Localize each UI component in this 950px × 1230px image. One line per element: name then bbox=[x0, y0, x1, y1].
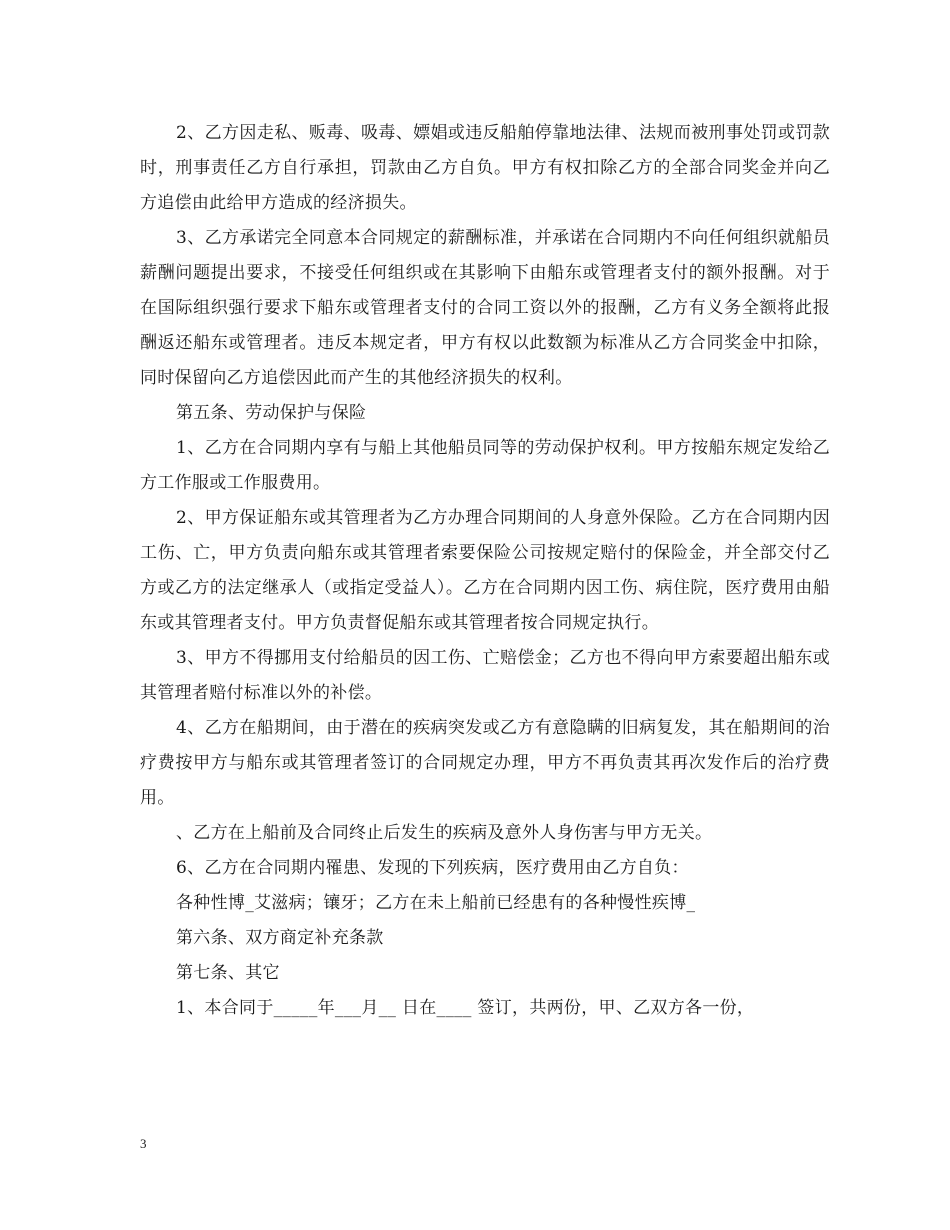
paragraph-clause-5-1: 1、乙方在合同期内享有与船上其他船员同等的劳动保护权利。甲方按船东规定发给乙方工作服或工作服费用。 bbox=[140, 438, 830, 493]
paragraph-clause-4-3: 3、乙方承诺完全同意本合同规定的薪酬标准，并承诺在合同期内不向任何组织就船员薪酬问题提出要求，不接受任何组织或在其影响下由船东或管理者支付的额外报酬。对于在国际组织强行要求下船东或管理者支付的合同工资以外的报酬，乙方有义务全额将此报酬返还船东或管理者。违反本规定者，甲方有权以此数额为标准从乙方合同奖金中扣除，同时保留向乙方追偿因此而产生的其他经济损失的权利。 bbox=[140, 228, 830, 388]
paragraph-clause-5-2: 2、甲方保证船东或其管理者为乙方办理合同期间的人身意外保险。乙方在合同期内因工伤、亡，甲方负责向船东或其管理者索要保险公司按规定赔付的保险金，并全部交付乙方或乙方的法定继承人（或指定受益人）。乙方在合同期内因工伤、病住院，医疗费用由船东或其管理者支付。甲方负责督促船东或其管理者按合同规定执行。 bbox=[140, 508, 830, 633]
paragraph-clause-5-3: 3、甲方不得挪用支付给船员的因工伤、亡赔偿金；乙方也不得向甲方索要超出船东或其管理者赔付标准以外的补偿。 bbox=[140, 648, 830, 703]
paragraph-clause-5-5: 、乙方在上船前及合同终止后发生的疾病及意外人身伤害与甲方无关。 bbox=[176, 823, 713, 843]
page-number: 3 bbox=[140, 1136, 147, 1151]
paragraph-clause-5-4: 4、乙方在船期间，由于潜在的疾病突发或乙方有意隐瞒的旧病复发，其在船期间的治疗费按甲方与船东或其管理者签订的合同规定办理，甲方不再负责其再次发作后的治疗费用。 bbox=[140, 718, 830, 808]
paragraph-clause-7-1: 1、本合同于_____年___月__ 日在____ 签订，共两份，甲、乙双方各一份， bbox=[176, 998, 755, 1018]
paragraph-clause-4-2: 2、乙方因走私、贩毒、吸毒、嫖娼或违反船舶停靠地法律、法规而被刑事处罚或罚款时，刑事责任乙方自行承担，罚款由乙方自负。甲方有权扣除乙方的全部合同奖金并向乙方追偿由此给甲方造成的经济损失。 bbox=[140, 123, 830, 213]
document-body bbox=[140, 116, 830, 1026]
heading-article-7: 第七条、其它 bbox=[176, 963, 280, 983]
heading-article-5: 第五条、劳动保护与保险 bbox=[176, 403, 367, 423]
paragraph-disease-list: 各种性博_艾滋病；镶牙；乙方在未上船前已经患有的各种慢性疾博_ bbox=[176, 893, 696, 913]
heading-article-6: 第六条、双方商定补充条款 bbox=[176, 928, 384, 948]
paragraph-clause-5-6: 6、乙方在合同期内罹患、发现的下列疾病，医疗费用由乙方自负： bbox=[176, 858, 689, 878]
